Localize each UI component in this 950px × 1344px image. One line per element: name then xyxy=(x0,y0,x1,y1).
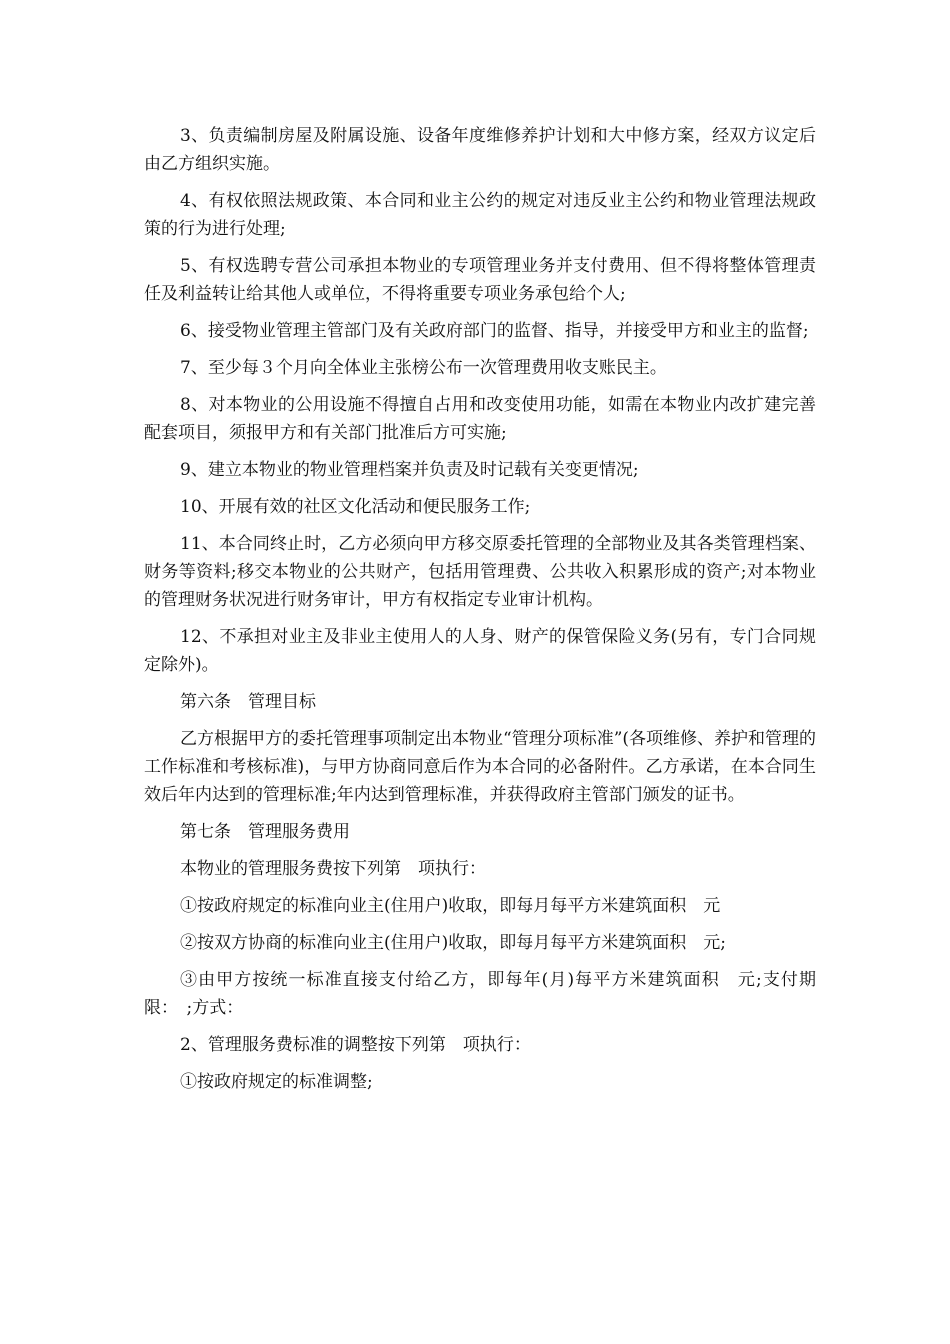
article-6-body: 乙方根据甲方的委托管理事项制定出本物业“管理分项标准”(各项维修、养护和管理的工作标准和考核标准)，与甲方协商同意后作为本合同的必备附件。乙方承诺，在本合同生效后年内达到的管理标准;年内达到管理标准，并获得政府主管部门颁发的证书。 xyxy=(144,729,817,805)
clause-10: 10、开展有效的社区文化活动和便民服务工作; xyxy=(180,497,531,517)
fee-option-1: ①按政府规定的标准向业主(住用户)收取，即每月每平方米建筑面积 元 xyxy=(180,896,721,916)
clause-12: 12、不承担对业主及非业主使用人的人身、财产的保管保险义务(另有，专门合同规定除外)。 xyxy=(144,627,816,675)
fee-intro: 本物业的管理服务费按下列第 项执行： xyxy=(180,859,486,879)
fee-option-2: ②按双方协商的标准向业主(住用户)收取，即每月每平方米建筑面积 元; xyxy=(180,933,726,953)
fee-adjustment-intro: 2、管理服务费标准的调整按下列第 项执行： xyxy=(180,1035,531,1055)
clause-4: 4、有权依照法规政策、本合同和业主公约的规定对违反业主公约和物业管理法规政策的行为进行处理; xyxy=(144,191,816,239)
fee-adjustment-option-1: ①按政府规定的标准调整; xyxy=(180,1072,373,1092)
clause-5: 5、有权选聘专营公司承担本物业的专项管理业务并支付费用、但不得将整体管理责任及利益转让给其他人或单位，不得将重要专项业务承包给个人; xyxy=(144,256,816,304)
clause-8: 8、对本物业的公用设施不得擅自占用和改变使用功能，如需在本物业内改扩建完善配套项目，须报甲方和有关部门批准后方可实施; xyxy=(144,395,816,443)
article-7-heading: 第七条 管理服务费用 xyxy=(180,822,350,842)
document-body xyxy=(144,122,816,1105)
fee-option-3: ③由甲方按统一标准直接支付给乙方，即每年(月)每平方米建筑面积 元;支付期限： ;方式： xyxy=(144,970,816,1018)
clause-11: 11、本合同终止时，乙方必须向甲方移交原委托管理的全部物业及其各类管理档案、财务等资料;移交本物业的公共财产，包括用管理费、公共收入积累形成的资产;对本物业的管理财务状况进行财务审计，甲方有权指定专业审计机构。 xyxy=(144,534,816,610)
clause-6: 6、接受物业管理主管部门及有关政府部门的监督、指导，并接受甲方和业主的监督; xyxy=(180,321,809,341)
clause-9: 9、建立本物业的物业管理档案并负责及时记载有关变更情况; xyxy=(180,460,639,480)
clause-7: 7、至少每３个月向全体业主张榜公布一次管理费用收支账民主。 xyxy=(180,358,667,378)
article-6-heading: 第六条 管理目标 xyxy=(180,692,316,712)
clause-3: 3、负责编制房屋及附属设施、设备年度维修养护计划和大中修方案，经双方议定后由乙方组织实施。 xyxy=(144,126,816,174)
